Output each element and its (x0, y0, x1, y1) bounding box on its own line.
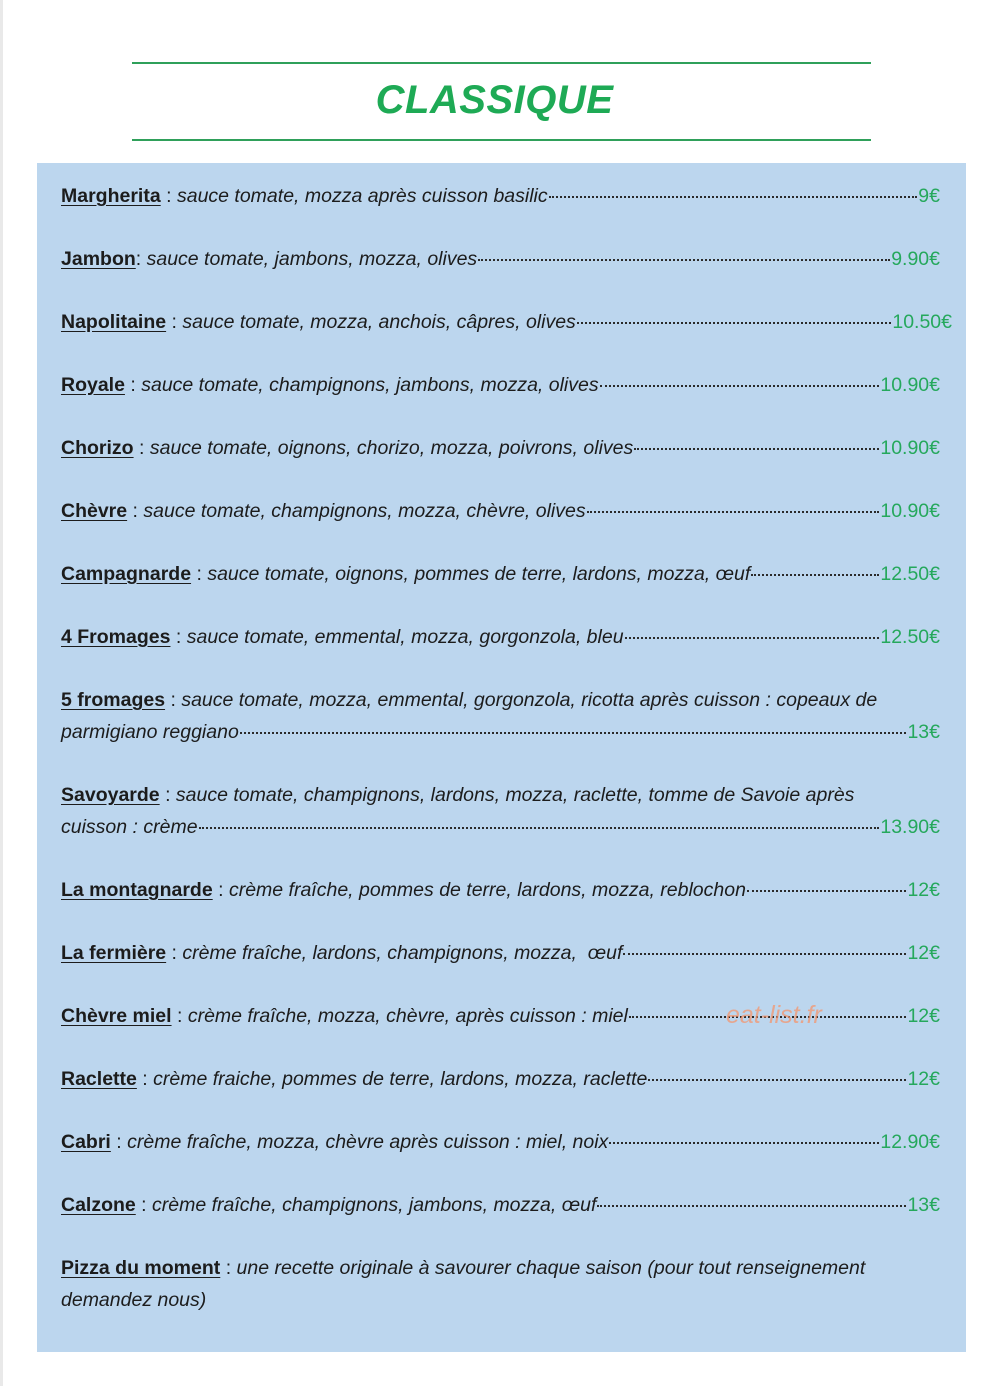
menu-item (61, 558, 940, 590)
menu-item (61, 180, 940, 212)
item-first-line (61, 779, 940, 811)
item-name: Margherita (61, 185, 161, 207)
item-description-continued: parmigiano reggiano (61, 721, 239, 743)
item-price: 10.90€ (880, 374, 940, 396)
title-bottom-rule (132, 139, 871, 141)
item-description: sauce tomate, champignons, lardons, mozza, raclette, tomme de Savoie après (175, 784, 855, 806)
item-separator: : (220, 1257, 237, 1279)
item-separator: : (170, 626, 187, 648)
menu-panel (37, 163, 966, 1352)
item-separator: : (159, 784, 176, 806)
item-price: 13€ (907, 721, 940, 743)
menu-item (61, 432, 940, 464)
item-name: 4 Fromages (61, 626, 171, 648)
item-price: 12€ (907, 942, 940, 964)
title-top-rule (132, 62, 871, 64)
item-description-continued: cuisson : crème (61, 816, 198, 838)
item-name: Campagnarde (61, 563, 192, 585)
item-price: 10.90€ (880, 437, 940, 459)
item-name: Cabri (61, 1131, 111, 1153)
item-last-line (61, 1284, 940, 1316)
item-separator: : (160, 185, 177, 207)
item-description: sauce tomate, mozza, emmental, gorgonzola, ricotta après cuisson : copeaux de (181, 689, 878, 711)
watermark: eat-list.fr (726, 1001, 822, 1029)
item-first-line-text (61, 779, 854, 811)
item-description: sauce tomate, oignons, chorizo, mozza, poivrons, olives (149, 437, 634, 459)
item-separator: : (166, 311, 183, 333)
menu-list (61, 180, 952, 1347)
dot-leader (609, 1140, 879, 1144)
item-separator: : (166, 942, 183, 964)
dot-leader (240, 730, 907, 734)
item-price: 9€ (918, 185, 940, 207)
menu-item (61, 937, 940, 969)
item-price: 13€ (907, 1194, 940, 1216)
item-price: 12.50€ (880, 626, 940, 648)
item-name: Jambon (61, 248, 136, 270)
menu-item (61, 779, 940, 843)
item-description: crème fraîche, mozza, chèvre, après cuisson : miel (187, 1005, 628, 1027)
dot-leader (549, 194, 918, 198)
menu-item (61, 369, 940, 401)
item-separator: : (135, 1194, 153, 1216)
item-name: Chèvre (61, 500, 128, 522)
item-price: 10.50€ (892, 311, 952, 333)
item-description: sauce tomate, mozza, anchois, câpres, olives (182, 311, 576, 333)
item-separator: : (135, 248, 147, 270)
item-separator: : (136, 1068, 154, 1090)
item-name: Raclette (61, 1068, 137, 1090)
item-separator: : (127, 500, 144, 522)
item-separator: : (124, 374, 142, 396)
menu-item (61, 1063, 940, 1095)
menu-item (61, 874, 940, 906)
item-price: 9.90€ (891, 248, 940, 270)
item-name: Calzone (61, 1194, 136, 1216)
item-description: sauce tomate, emmental, mozza, gorgonzola, bleu (186, 626, 624, 648)
item-description: sauce tomate, jambons, mozza, olives (146, 248, 478, 270)
item-name: La montagnarde (61, 879, 213, 901)
item-name: Chèvre miel (61, 1005, 172, 1027)
item-description: crème fraîche, lardons, champignons, mozza, œuf (182, 942, 623, 964)
page-left-edge (0, 0, 3, 1386)
item-name: Napolitaine (61, 311, 167, 333)
item-price: 12€ (907, 879, 940, 901)
menu-item (61, 1189, 940, 1221)
menu-item (61, 1000, 940, 1032)
item-name: Royale (61, 374, 125, 396)
item-first-line (61, 1252, 940, 1284)
menu-item (61, 306, 952, 338)
item-first-line (61, 684, 940, 716)
item-description: une recette originale à savourer chaque saison (pour tout renseignement (236, 1257, 866, 1279)
dot-leader (199, 825, 880, 829)
item-name: Pizza du moment (61, 1257, 221, 1279)
page-title: CLASSIQUE (375, 78, 614, 122)
item-price: 13.90€ (880, 816, 940, 838)
dot-leader (648, 1077, 906, 1081)
item-separator: : (165, 689, 182, 711)
dot-leader (577, 320, 892, 324)
item-price: 12.90€ (880, 1131, 940, 1153)
item-last-line (61, 811, 940, 843)
item-name: Chorizo (61, 437, 134, 459)
dot-leader (625, 635, 880, 639)
menu-item (61, 495, 940, 527)
dot-leader (751, 572, 879, 576)
item-separator: : (133, 437, 150, 459)
item-description-continued: demandez nous) (61, 1289, 207, 1311)
item-last-line (61, 716, 940, 748)
dot-leader (587, 509, 880, 513)
menu-item (61, 1126, 940, 1158)
item-name: 5 fromages (61, 689, 166, 711)
item-description: sauce tomate, champignons, jambons, mozza, olives (141, 374, 599, 396)
menu-item (61, 1252, 940, 1316)
dot-leader (600, 383, 880, 387)
item-separator: : (171, 1005, 188, 1027)
menu-item (61, 621, 940, 653)
item-description: crème fraîche, pommes de terre, lardons, mozza, reblochon (228, 879, 746, 901)
dot-leader (629, 1014, 907, 1018)
dot-leader (634, 446, 879, 450)
item-price: 10.90€ (880, 500, 940, 522)
dot-leader (478, 257, 890, 261)
item-description: crème fraîche, champignons, jambons, mozza, œuf (152, 1194, 597, 1216)
menu-item (61, 684, 940, 748)
item-price: 12€ (907, 1068, 940, 1090)
item-description: sauce tomate, oignons, pommes de terre, lardons, mozza, œuf (207, 563, 751, 585)
dot-leader (623, 951, 906, 955)
dot-leader (747, 888, 907, 892)
item-description: sauce tomate, champignons, mozza, chèvre, olives (143, 500, 586, 522)
item-price: 12€ (907, 1005, 940, 1027)
item-description: sauce tomate, mozza après cuisson basilic (176, 185, 548, 207)
item-price: 12.50€ (880, 563, 940, 585)
dot-leader (597, 1203, 906, 1207)
menu-item (61, 243, 940, 275)
item-separator: : (212, 879, 229, 901)
item-name: La fermière (61, 942, 167, 964)
item-separator: : (110, 1131, 128, 1153)
item-description: crème fraiche, pommes de terre, lardons, mozza, raclette (153, 1068, 648, 1090)
item-description: crème fraîche, mozza, chèvre après cuisson : miel, noix (127, 1131, 609, 1153)
item-separator: : (191, 563, 208, 585)
item-name: Savoyarde (61, 784, 160, 806)
